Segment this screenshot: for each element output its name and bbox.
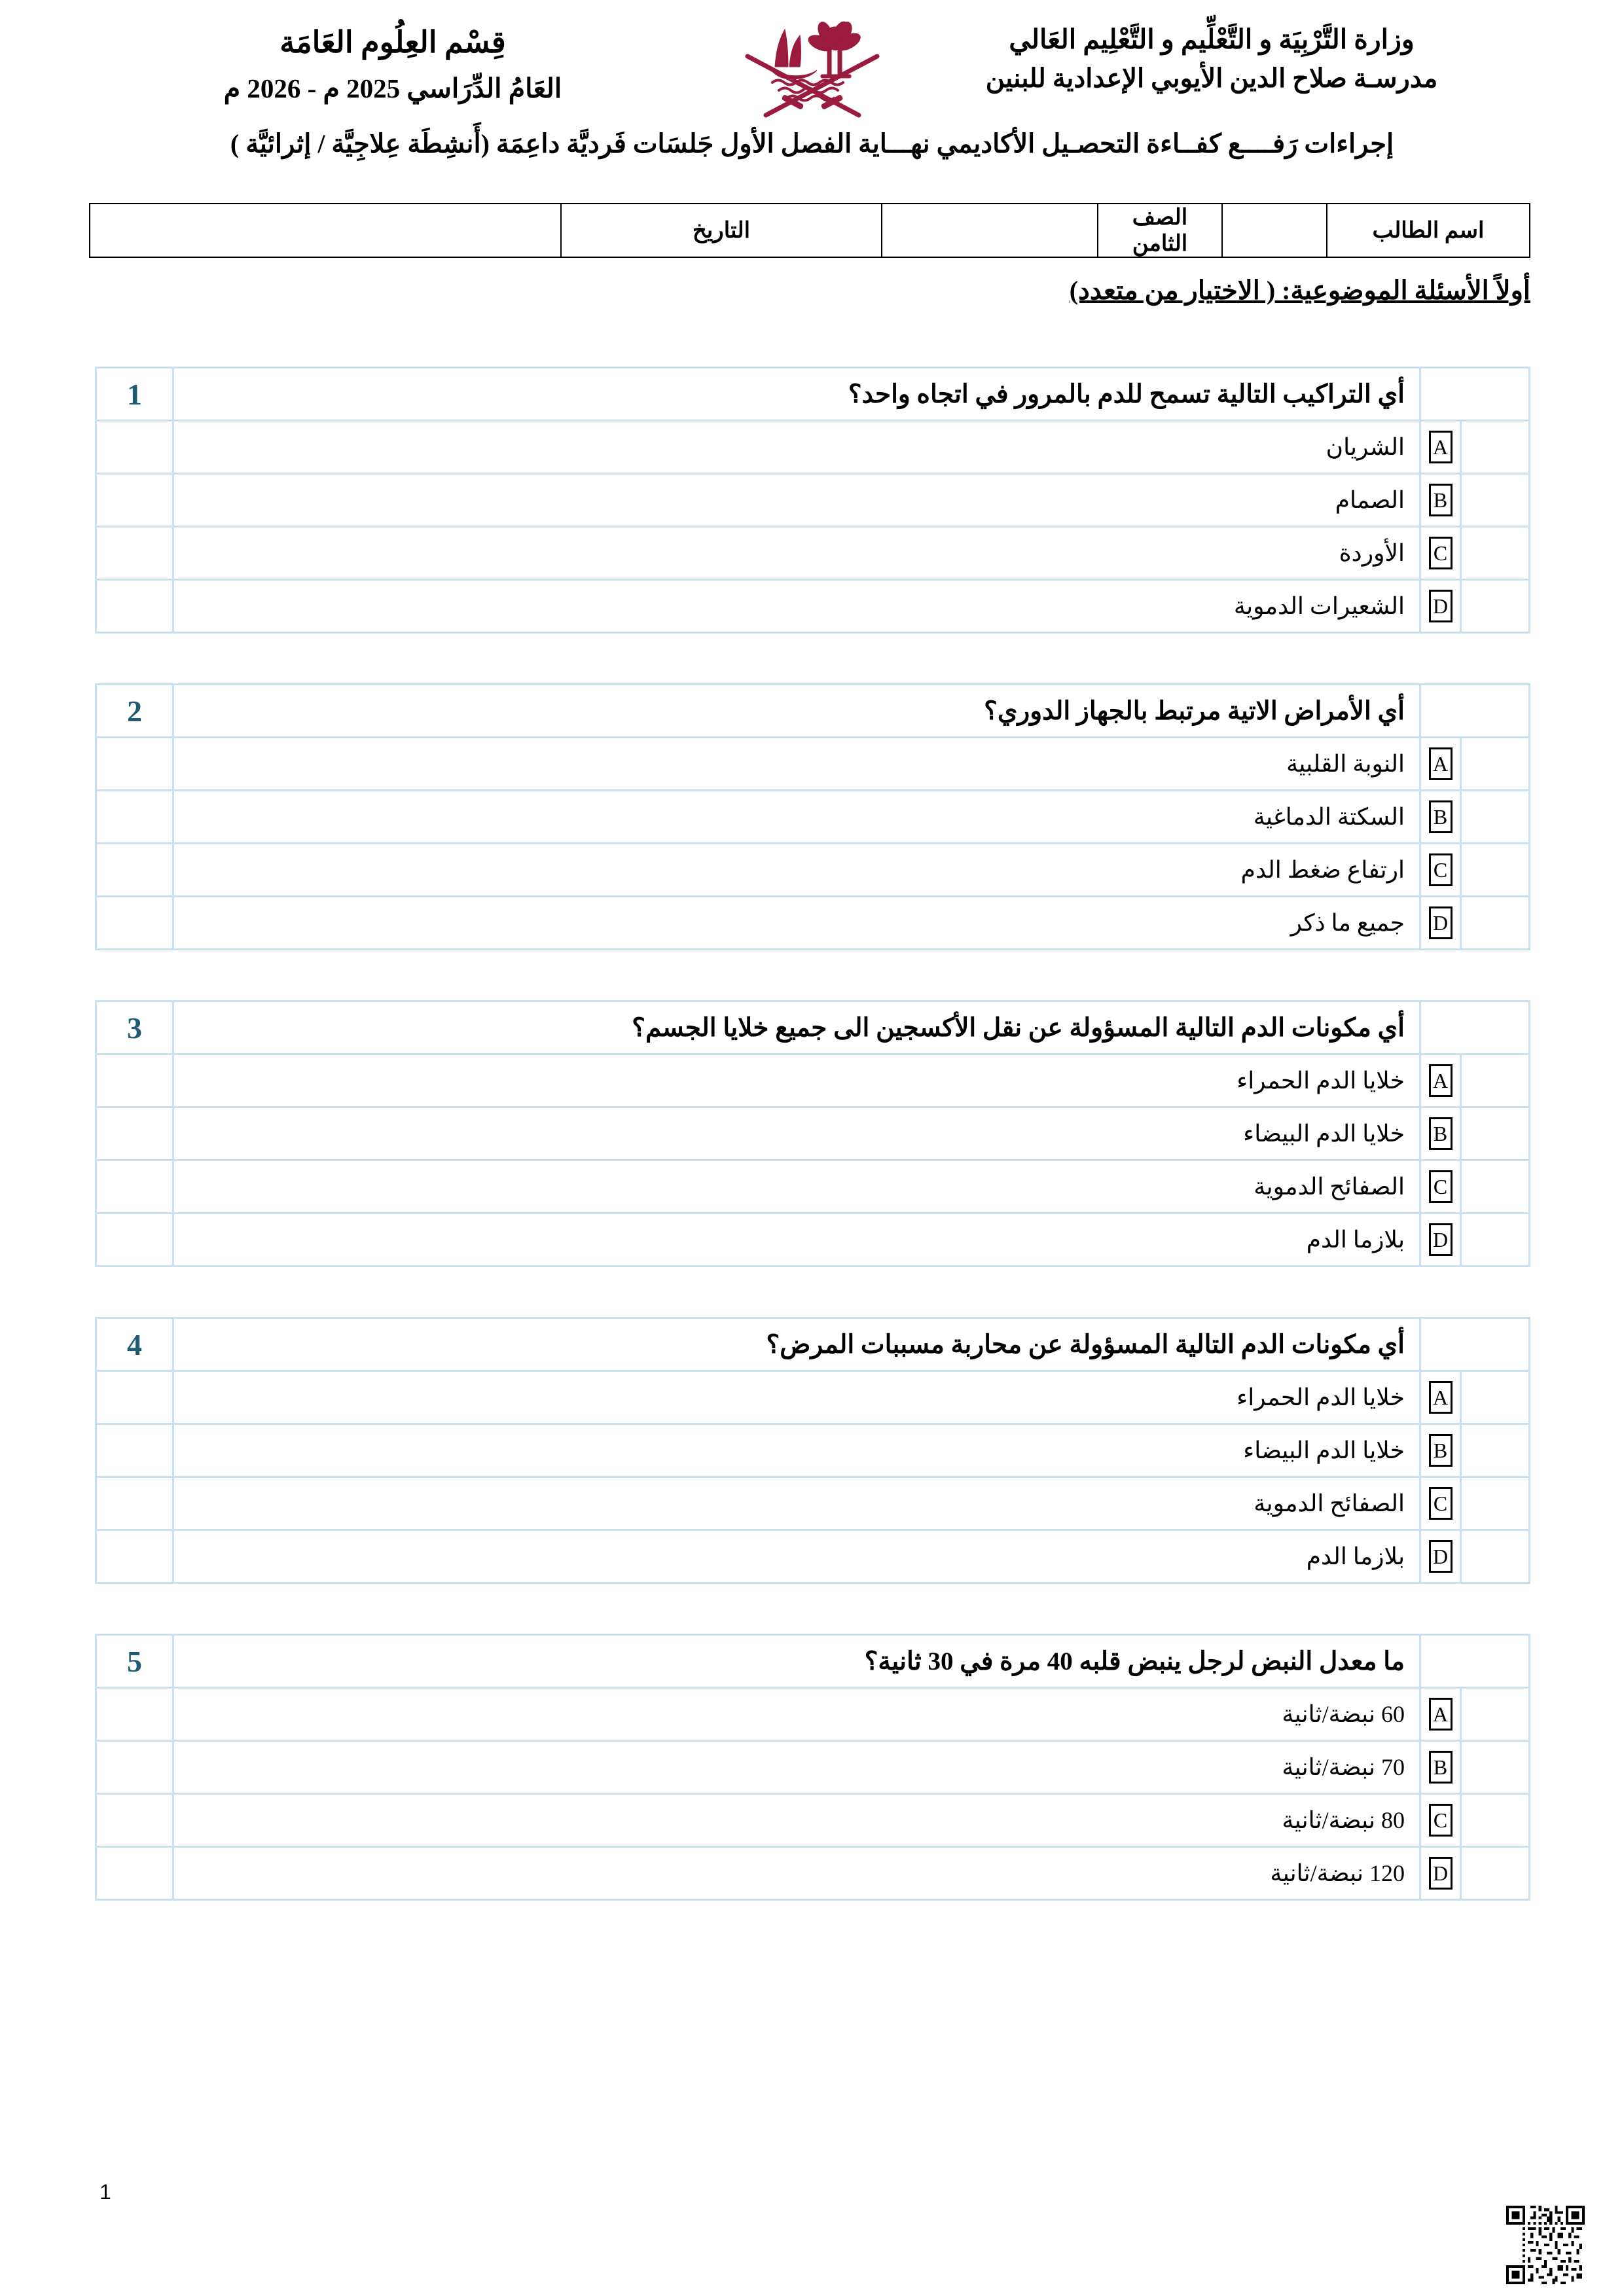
option-letter-box: D — [1429, 1540, 1453, 1573]
header-left-block — [98, 22, 687, 107]
option-letter-cell[interactable] — [1420, 1054, 1461, 1107]
academic-year: العَامُ الدِّرَاسي 2025 م - 2026 م — [223, 73, 562, 104]
option-letter-box: D — [1429, 590, 1453, 622]
option-row — [96, 1477, 1530, 1530]
option-mark-cell[interactable] — [1461, 527, 1530, 580]
option-letter-cell[interactable] — [1420, 1741, 1461, 1794]
student-name-field[interactable] — [1222, 204, 1327, 257]
option-mark-cell[interactable] — [1461, 1741, 1530, 1794]
document-header — [0, 0, 1624, 177]
option-row — [96, 580, 1530, 633]
option-mark-cell[interactable] — [1461, 1424, 1530, 1477]
option-mark-cell[interactable] — [1461, 1371, 1530, 1424]
option-text: خلايا الدم البيضاء — [173, 1107, 1420, 1160]
option-text: خلايا الدم البيضاء — [173, 1424, 1420, 1477]
grade-label: الصف الثامن — [1098, 204, 1222, 257]
option-text: الصمام — [173, 474, 1420, 527]
question-text: أي التراكيب التالية تسمح للدم بالمرور في اتجاه واحد؟ — [173, 368, 1420, 421]
option-letter-box: C — [1429, 537, 1453, 569]
question-table — [95, 1000, 1530, 1267]
question-header-row — [96, 685, 1530, 738]
option-row — [96, 1213, 1530, 1266]
option-letter-box: D — [1429, 1857, 1453, 1890]
option-text: الأوردة — [173, 527, 1420, 580]
option-spacer-cell — [96, 1213, 173, 1266]
option-spacer-cell — [96, 527, 173, 580]
option-text: 120 نبضة/ثانية — [173, 1847, 1420, 1900]
option-letter-box: C — [1429, 853, 1453, 886]
option-text: الصفائح الدموية — [173, 1477, 1420, 1530]
student-info-table — [90, 203, 1530, 258]
question-table — [95, 367, 1530, 634]
department-title: قِسْم العِلُوم العَامَة — [280, 26, 506, 59]
option-letter-cell[interactable] — [1420, 474, 1461, 527]
option-text: 80 نبضة/ثانية — [173, 1794, 1420, 1847]
option-text: الشعيرات الدموية — [173, 580, 1420, 633]
option-letter-box: C — [1429, 1487, 1453, 1520]
option-letter-cell[interactable] — [1420, 1160, 1461, 1213]
option-letter-cell[interactable] — [1420, 897, 1461, 950]
question-answer-cell[interactable] — [1420, 685, 1530, 738]
option-mark-cell[interactable] — [1461, 1054, 1530, 1107]
option-spacer-cell — [96, 844, 173, 897]
question-text: أي مكونات الدم التالية المسؤولة عن نقل الأكسجين الى جميع خلايا الجسم؟ — [173, 1001, 1420, 1054]
option-text: الشريان — [173, 421, 1420, 474]
option-letter-cell[interactable] — [1420, 738, 1461, 791]
question-header-row — [96, 368, 1530, 421]
option-spacer-cell — [96, 1847, 173, 1900]
option-mark-cell[interactable] — [1461, 1847, 1530, 1900]
option-mark-cell[interactable] — [1461, 1107, 1530, 1160]
option-spacer-cell — [96, 1107, 173, 1160]
option-letter-cell[interactable] — [1420, 1688, 1461, 1741]
question-answer-cell[interactable] — [1420, 1635, 1530, 1688]
option-letter-cell[interactable] — [1420, 1477, 1461, 1530]
option-letter-cell[interactable] — [1420, 1213, 1461, 1266]
option-row — [96, 1794, 1530, 1847]
option-letter-cell[interactable] — [1420, 1107, 1461, 1160]
option-spacer-cell — [96, 1424, 173, 1477]
option-letter-cell[interactable] — [1420, 1530, 1461, 1583]
option-letter-cell[interactable] — [1420, 1794, 1461, 1847]
option-row — [96, 1847, 1530, 1900]
option-letter-box: B — [1429, 800, 1453, 833]
option-row — [96, 1688, 1530, 1741]
question-header-row — [96, 1001, 1530, 1054]
option-spacer-cell — [96, 421, 173, 474]
option-spacer-cell — [96, 474, 173, 527]
option-spacer-cell — [96, 1794, 173, 1847]
option-text: الصفائح الدموية — [173, 1160, 1420, 1213]
header-right-block — [858, 22, 1565, 96]
question-header-row — [96, 1318, 1530, 1371]
question-table — [95, 1634, 1530, 1901]
option-mark-cell[interactable] — [1461, 421, 1530, 474]
option-mark-cell[interactable] — [1461, 1213, 1530, 1266]
option-row — [96, 1054, 1530, 1107]
option-mark-cell[interactable] — [1461, 738, 1530, 791]
option-text: خلايا الدم الحمراء — [173, 1371, 1420, 1424]
option-letter-cell[interactable] — [1420, 1371, 1461, 1424]
option-spacer-cell — [96, 580, 173, 633]
option-row — [96, 421, 1530, 474]
option-text: خلايا الدم الحمراء — [173, 1054, 1420, 1107]
option-row — [96, 1371, 1530, 1424]
questions-container — [97, 367, 1530, 1950]
option-letter-box: C — [1429, 1170, 1453, 1203]
option-row — [96, 1107, 1530, 1160]
qr-code-icon — [1506, 2206, 1585, 2284]
option-letter-cell[interactable] — [1420, 527, 1461, 580]
option-spacer-cell — [96, 1741, 173, 1794]
question-number: 1 — [96, 368, 173, 421]
option-text: النوبة القلبية — [173, 738, 1420, 791]
option-row — [96, 738, 1530, 791]
option-letter-cell[interactable] — [1420, 844, 1461, 897]
option-mark-cell[interactable] — [1461, 474, 1530, 527]
option-spacer-cell — [96, 1371, 173, 1424]
option-letter-box: D — [1429, 906, 1453, 939]
option-row — [96, 897, 1530, 950]
question-answer-cell[interactable] — [1420, 1318, 1530, 1371]
grade-field[interactable] — [882, 204, 1098, 257]
option-row — [96, 844, 1530, 897]
option-row — [96, 474, 1530, 527]
option-letter-cell[interactable] — [1420, 421, 1461, 474]
question-text: أي مكونات الدم التالية المسؤولة عن محاربة مسببات المرض؟ — [173, 1318, 1420, 1371]
qatar-state-emblem-icon — [744, 9, 881, 119]
question-table — [95, 1317, 1530, 1584]
option-spacer-cell — [96, 1530, 173, 1583]
option-row — [96, 1530, 1530, 1583]
option-letter-box: D — [1429, 1223, 1453, 1256]
question-table — [95, 683, 1530, 950]
question-number: 3 — [96, 1001, 173, 1054]
question-number: 2 — [96, 685, 173, 738]
option-letter-box: C — [1429, 1804, 1453, 1837]
option-mark-cell[interactable] — [1461, 1530, 1530, 1583]
option-mark-cell[interactable] — [1461, 791, 1530, 844]
page-number: 1 — [99, 2180, 111, 2204]
option-spacer-cell — [96, 1160, 173, 1213]
table-row — [90, 204, 1530, 257]
option-text: جميع ما ذكر — [173, 897, 1420, 950]
option-letter-box: A — [1429, 431, 1453, 463]
option-row — [96, 1741, 1530, 1794]
school-line: مدرسـة صلاح الدين الأيوبي الإعدادية للبنين — [985, 63, 1438, 94]
option-row — [96, 1424, 1530, 1477]
option-text: السكتة الدماغية — [173, 791, 1420, 844]
question-header-row — [96, 1635, 1530, 1688]
option-spacer-cell — [96, 738, 173, 791]
option-mark-cell[interactable] — [1461, 1160, 1530, 1213]
question-number: 5 — [96, 1635, 173, 1688]
option-spacer-cell — [96, 897, 173, 950]
option-row — [96, 791, 1530, 844]
option-spacer-cell — [96, 1688, 173, 1741]
option-letter-cell[interactable] — [1420, 1847, 1461, 1900]
option-spacer-cell — [96, 1477, 173, 1530]
option-letter-cell[interactable] — [1420, 580, 1461, 633]
question-answer-cell[interactable] — [1420, 1001, 1530, 1054]
option-text: 60 نبضة/ثانية — [173, 1688, 1420, 1741]
option-letter-box: A — [1429, 747, 1453, 780]
option-mark-cell[interactable] — [1461, 844, 1530, 897]
option-mark-cell[interactable] — [1461, 580, 1530, 633]
option-mark-cell[interactable] — [1461, 1477, 1530, 1530]
option-letter-box: B — [1429, 484, 1453, 516]
option-row — [96, 1160, 1530, 1213]
question-text: أي الأمراض الاتية مرتبط بالجهاز الدوري؟ — [173, 685, 1420, 738]
option-letter-box: A — [1429, 1064, 1453, 1097]
option-spacer-cell — [96, 1054, 173, 1107]
option-spacer-cell — [96, 791, 173, 844]
question-number: 4 — [96, 1318, 173, 1371]
option-letter-box: B — [1429, 1751, 1453, 1784]
option-letter-cell[interactable] — [1420, 791, 1461, 844]
option-text: بلازما الدم — [173, 1530, 1420, 1583]
document-title: إجراءات رَفــــع كفــاءة التحصـيل الأكاديمي نهـــاية الفصل الأول جَلسَات فَرديَّة داعِمَة (أَنشِطَة عِلاجِيَّة / إثرائيَّة ) — [230, 129, 1394, 158]
ministry-line: وزارة التَّرْبِيَة و التَّعْلِّيم و التَّعْلِيم العَالي — [1009, 24, 1415, 54]
option-mark-cell[interactable] — [1461, 1688, 1530, 1741]
date-label: التاريخ — [561, 204, 882, 257]
section-heading: أولاً الأسئلة الموضوعية: ( الاختيار من متعدد) — [1069, 276, 1530, 305]
question-answer-cell[interactable] — [1420, 368, 1530, 421]
option-text: بلازما الدم — [173, 1213, 1420, 1266]
option-letter-box: B — [1429, 1434, 1453, 1467]
option-letter-box: B — [1429, 1117, 1453, 1150]
question-text: ما معدل النبض لرجل ينبض قلبه 40 مرة في 30 ثانية؟ — [173, 1635, 1420, 1688]
option-row — [96, 527, 1530, 580]
option-mark-cell[interactable] — [1461, 897, 1530, 950]
option-text: 70 نبضة/ثانية — [173, 1741, 1420, 1794]
student-name-label: اسم الطالب — [1327, 204, 1530, 257]
option-text: ارتفاع ضغط الدم — [173, 844, 1420, 897]
option-letter-box: A — [1429, 1381, 1453, 1414]
option-mark-cell[interactable] — [1461, 1794, 1530, 1847]
date-field[interactable] — [90, 204, 561, 257]
option-letter-box: A — [1429, 1698, 1453, 1731]
option-letter-cell[interactable] — [1420, 1424, 1461, 1477]
